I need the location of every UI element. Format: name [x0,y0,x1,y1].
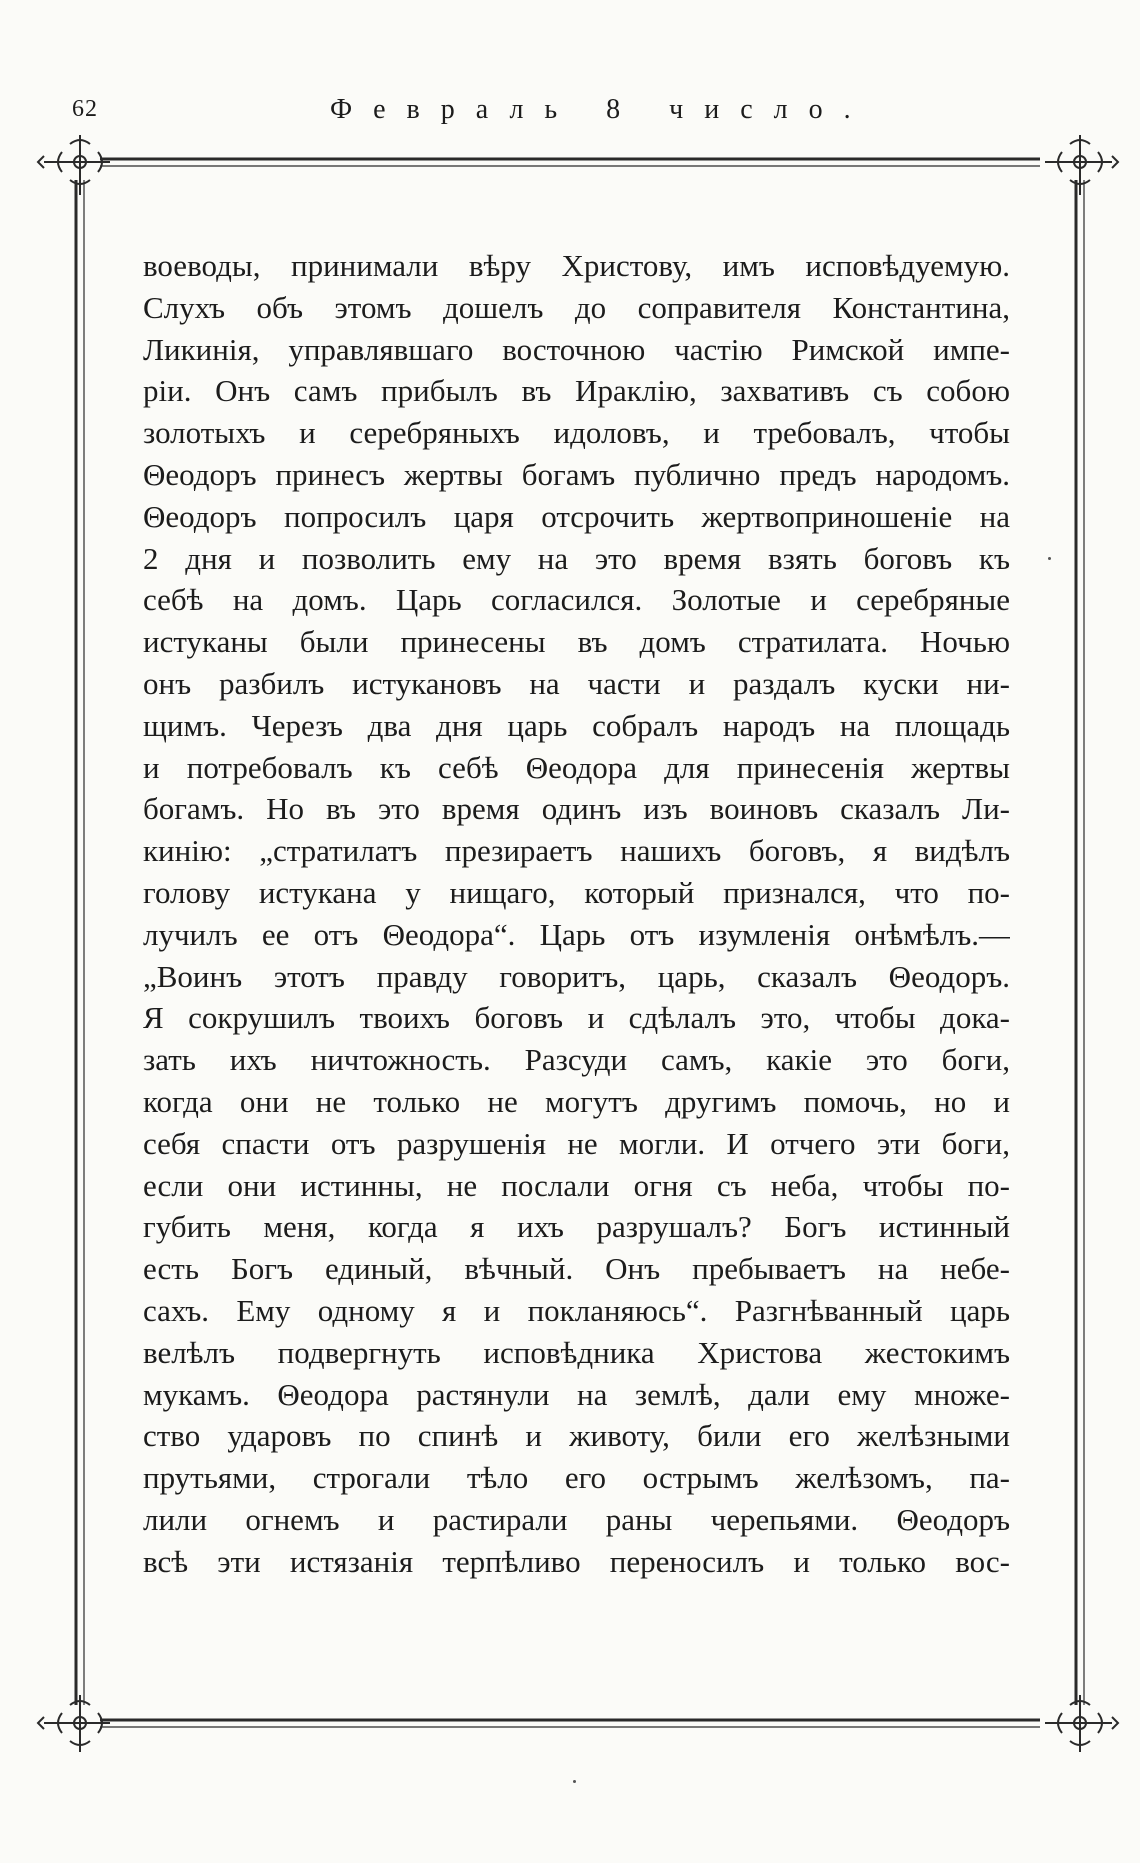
text-line: когда они не только не могутъ другимъ помочь, но и [143,1083,1010,1119]
text-line: кинію: „стратилатъ презираетъ нашихъ боговъ, я видѣлъ [143,833,1010,869]
body-text [143,245,1010,1583]
text-line: лучилъ ее отъ Θеодора“. Царь отъ изумленія онѣмѣлъ.— [143,916,1010,952]
text-line: Слухъ объ этомъ дошелъ до соправителя Константина, [143,289,1010,325]
text-line: лили огнемъ и растирали раны черепьями. Θеодоръ [143,1501,1010,1537]
stray-dot [573,1780,576,1783]
text-line: Θеодоръ принесъ жертвы богамъ публично предъ народомъ. [143,456,1010,492]
text-line: мукамъ. Θеодора растянули на землѣ, дали ему множе- [143,1376,1010,1412]
text-line: если они истинны, не послали огня съ неба, чтобы по- [143,1167,1010,1203]
text-line: ство ударовъ по спинѣ и животу, били его желѣзными [143,1418,1010,1454]
text-line: „Воинъ этотъ правду говоритъ, царь, сказалъ Θеодоръ. [143,958,1010,994]
text-line: и потребовалъ къ себѣ Θеодора для принесенія жертвы [143,749,1010,785]
text-line: сахъ. Ему одному я и покланяюсь“. Разгнѣванный царь [143,1292,1010,1328]
text-line: зать ихъ ничтожность. Разсуди самъ, какіе это боги, [143,1042,1010,1078]
text-line: есть Богъ единый, вѣчный. Онъ пребываетъ на небе- [143,1251,1010,1287]
corner-ornament-bottom-right [1045,1695,1118,1752]
text-line: ріи. Онъ самъ прибылъ въ Ираклію, захвативъ съ собою [143,373,1010,409]
text-line: Θеодоръ попросилъ царя отсрочить жертвоприношеніе на [143,498,1010,534]
text-line: Ликинія, управлявшаго восточною частію Римской импе- [143,331,1010,367]
corner-ornament-top-right [1045,135,1118,195]
text-line: губить меня, когда я ихъ разрушалъ? Богъ истинный [143,1209,1010,1245]
text-line: прутьями, строгали тѣло его острымъ желѣзомъ, па- [143,1460,1010,1496]
corner-ornament-bottom-left [38,1695,110,1752]
text-line: всѣ эти истязанія терпѣливо переносилъ и только вос- [143,1543,1010,1579]
text-line: богамъ. Но въ это время одинъ изъ воиновъ сказалъ Ли- [143,791,1010,827]
text-line: онъ разбилъ истукановъ на части и раздалъ куски ни- [143,665,1010,701]
text-line: воеводы, принимали вѣру Христову, имъ исповѣдуемую. [143,248,1010,283]
page-number: 62 [72,96,98,122]
text-line: себя спасти отъ разрушенія не могли. И отчего эти боги, [143,1125,1010,1161]
text-line: истуканы были принесены въ домъ стратилата. Ночью [143,624,1010,660]
stray-dot [1048,557,1051,560]
corner-ornament-top-left [38,135,110,195]
running-title: Февраль 8 число. [330,94,872,125]
text-line: голову истукана у нищаго, который признался, что по- [143,874,1010,910]
text-line: велѣлъ подвергнуть исповѣдника Христова жестокимъ [143,1334,1010,1370]
text-line: щимъ. Черезъ два дня царь собралъ народъ на площадь [143,707,1010,743]
text-line: себѣ на домъ. Царь согласился. Золотые и серебряные [143,582,1010,618]
text-line: 2 дня и позволить ему на это время взять боговъ къ [143,540,1010,576]
text-line: золотыхъ и серебряныхъ идоловъ, и требовалъ, чтобы [143,415,1010,451]
text-line: Я сокрушилъ твоихъ боговъ и сдѣлалъ это, чтобы дока- [143,1000,1010,1036]
